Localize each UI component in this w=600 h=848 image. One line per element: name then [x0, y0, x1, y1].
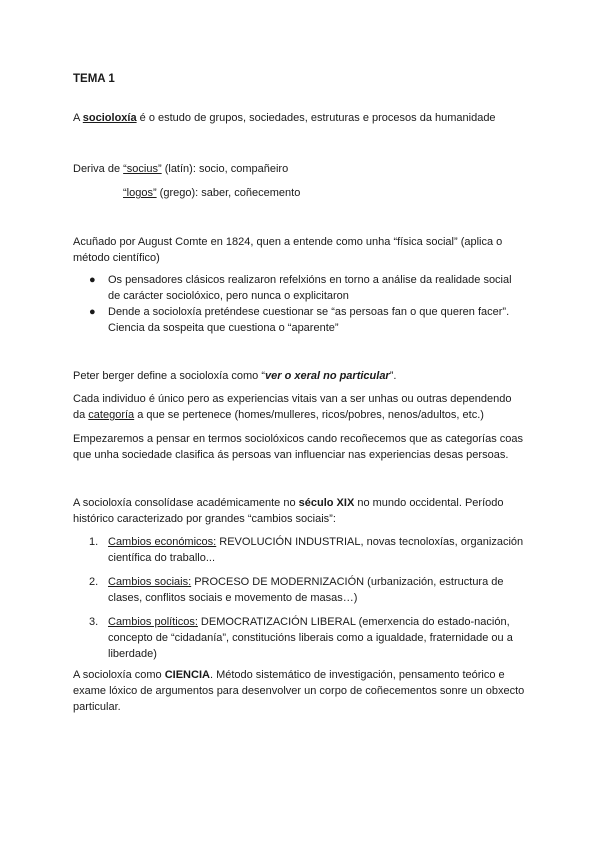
deriva-line	[73, 161, 523, 177]
individuo-pre: Cada individuo é único pero as experiencias vitais van a ser unhas ou outras dependendo da	[73, 393, 512, 421]
ciencia-post: . Método sistemático de investigación, pensamento teórico e exame lóxico de argumentos para desenvolver un corpo de coñecementos sonre un obxecto particular.	[73, 669, 525, 713]
seculo-term: século XIX	[298, 497, 355, 509]
list-item	[73, 272, 523, 304]
consolidase-post: no mundo occidental. Período histórico caracterizado por grandes “cambios sociais”:	[73, 497, 504, 525]
bullet-list	[73, 272, 523, 336]
berger-pre: Peter berger define a socioloxía como “	[73, 370, 265, 382]
individuo-paragraph	[73, 391, 523, 423]
bullet-text: Dende a socioloxía preténdese cuestionar se “as persoas fan o que queren facer”. Ciencia da sospeita que cuestiona o “aparente”	[108, 306, 510, 334]
consolidase-pre: A socioloxía consolídase académicamente no	[73, 497, 299, 509]
list-number: 2.	[89, 576, 99, 588]
list-item	[73, 534, 533, 566]
list-number: 3.	[89, 616, 99, 628]
deriva-pre: Deriva de	[73, 163, 124, 175]
change-text: PROCESO DE MODERNIZACIÓN (urbanización, estructura de clases, conflitos sociais e movemento de masas…)	[108, 576, 504, 604]
empezaremos-paragraph: Empezaremos a pensar en termos sociolóxicos cando recoñecemos que as categorías coas que unha sociedade clasifica ás persoas van influenciar nas experiencias desas persoas.	[73, 433, 524, 461]
logos-term: “logos”	[123, 187, 157, 199]
list-item	[73, 574, 533, 606]
logos-rest: (grego): saber, coñecemento	[156, 187, 301, 199]
bullet-icon: ●	[89, 306, 96, 318]
list-item	[73, 304, 523, 336]
ciencia-pre: A socioloxía como	[73, 669, 165, 681]
ciencia-paragraph	[73, 667, 533, 715]
consolidase-paragraph	[73, 495, 523, 527]
change-label: Cambios políticos:	[108, 616, 198, 628]
page-title: TEMA 1	[73, 73, 115, 85]
change-label: Cambios económicos:	[108, 536, 217, 548]
berger-post: ”.	[389, 370, 397, 382]
categoria-term: categoría	[88, 409, 135, 421]
socius-rest: (latín): socio, compañeiro	[161, 163, 289, 175]
berger-paragraph	[73, 368, 523, 384]
comte-paragraph: Acuñado por August Comte en 1824, quen a entende como unha “física social” (aplica o método científico)	[73, 236, 503, 264]
changes-list	[73, 534, 533, 662]
definition-pre: A	[73, 112, 83, 124]
socius-term: “socius”	[123, 163, 162, 175]
definition-paragraph	[73, 110, 523, 126]
ciencia-term: CIENCIA	[164, 669, 210, 681]
list-item	[73, 614, 533, 662]
individuo-post: a que se pertenece (homes/mulleres, ricos/pobres, nenos/adultos, etc.)	[134, 409, 484, 421]
change-text: REVOLUCIÓN INDUSTRIAL, novas tecnoloxías, organización científica do traballo...	[108, 536, 524, 564]
change-label: Cambios sociais:	[108, 576, 192, 588]
change-text: DEMOCRATIZACIÓN LIBERAL (emerxencia do estado-nación, concepto de “cidadanía”, constitucións liberais como a igualdade, fraternidade ou a liberdade)	[108, 616, 513, 660]
definition-term: socioloxía	[82, 112, 137, 124]
logos-line	[123, 185, 573, 201]
bullet-icon: ●	[89, 274, 96, 286]
definition-post: é o estudo de grupos, sociedades, estruturas e procesos da humanidade	[136, 112, 496, 124]
bullet-text: Os pensadores clásicos realizaron refelxións en torno a análise da realidade social de carácter sociolóxico, pero nunca o explicitaron	[108, 274, 512, 302]
berger-emphasis: ver o xeral no particular	[265, 370, 390, 382]
list-number: 1.	[89, 536, 99, 548]
